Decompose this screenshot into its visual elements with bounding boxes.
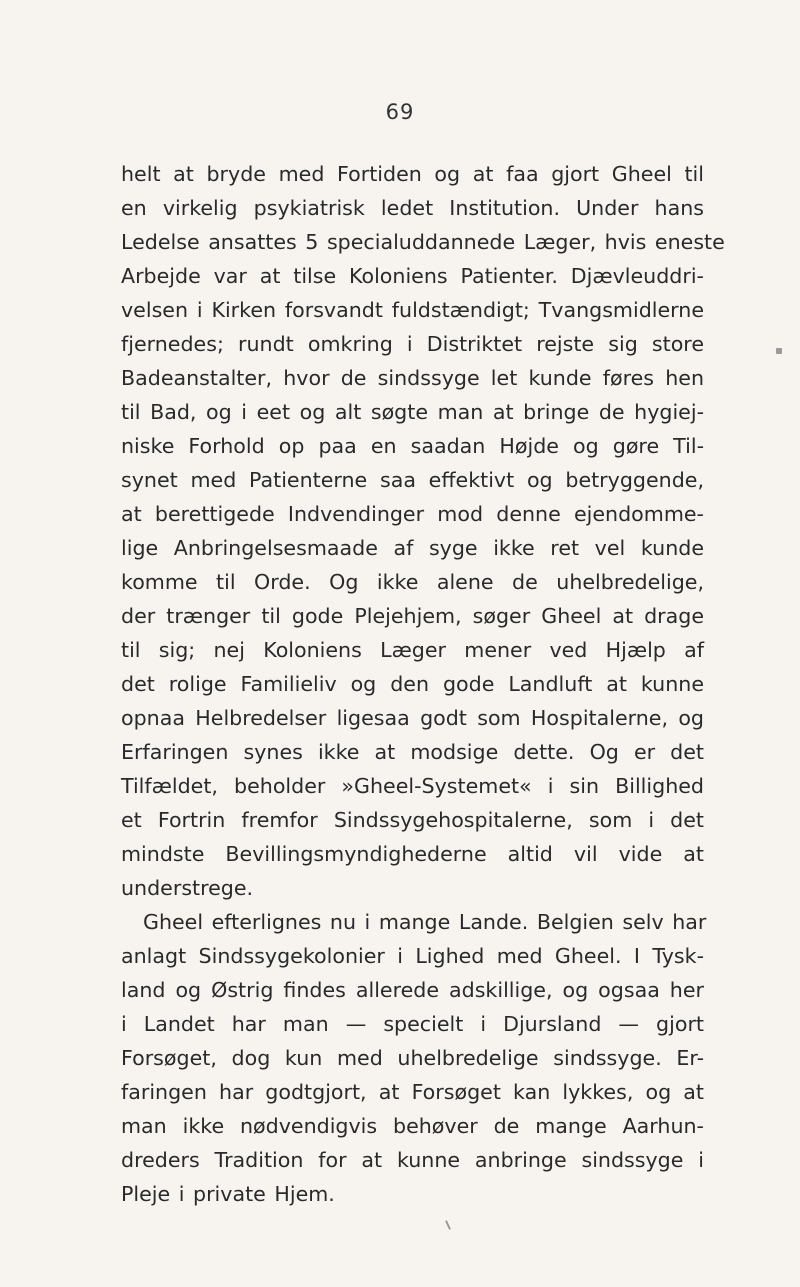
- paper-speck: [776, 348, 782, 354]
- page-number: 69: [385, 100, 415, 124]
- text-line: til sig; nej Koloniens Læger mener ved Hjælp af: [121, 638, 704, 662]
- text-line: til Bad, og i eet og alt søgte man at bringe de hygiej-: [121, 400, 704, 424]
- text-line: Gheel efterlignes nu i mange Lande. Belgien selv har: [143, 910, 707, 934]
- text-line: at berettigede Indvendinger mod denne ejendomme-: [121, 502, 704, 526]
- text-line: niske Forhold op paa en saadan Højde og gøre Til-: [121, 434, 704, 458]
- text-line: synet med Patienterne saa effektivt og betryggende,: [121, 468, 704, 492]
- text-line: understrege.: [121, 876, 254, 900]
- paper-speck: [445, 1220, 451, 1230]
- text-line: man ikke nødvendigvis behøver de mange Aarhun-: [121, 1114, 704, 1138]
- text-line: anlagt Sindssygekolonier i Lighed med Gheel. I Tysk-: [121, 944, 704, 968]
- text-line: Erfaringen synes ikke at modsige dette. Og er det: [121, 740, 704, 764]
- text-line: en virkelig psykiatrisk ledet Institution. Under hans: [121, 196, 704, 220]
- paragraph-1: [121, 157, 725, 905]
- text-line: komme til Orde. Og ikke alene de uhelbredelige,: [121, 570, 704, 594]
- text-line: opnaa Helbredelser ligesaa godt som Hospitalerne, og: [121, 706, 704, 730]
- text-line: Arbejde var at tilse Koloniens Patienter. Djævleuddri-: [121, 264, 704, 288]
- text-line: der trænger til gode Plejehjem, søger Gheel at drage: [121, 604, 704, 628]
- text-line: helt at bryde med Fortiden og at faa gjort Gheel til: [121, 162, 704, 186]
- text-line: dreders Tradition for at kunne anbringe sindssyge i: [121, 1148, 704, 1172]
- text-line: lige Anbringelsesmaade af syge ikke ret vel kunde: [121, 536, 704, 560]
- text-line: Badeanstalter, hvor de sindssyge let kunde føres hen: [121, 366, 704, 390]
- text-line: mindste Bevillingsmyndighederne altid vil vide at: [121, 842, 704, 866]
- paragraph-2: [121, 905, 707, 1211]
- text-line: Tilfældet, beholder »Gheel-Systemet« i sin Billighed: [121, 774, 704, 798]
- text-line: fjernedes; rundt omkring i Distriktet rejste sig store: [121, 332, 704, 356]
- text-line: i Landet har man — specielt i Djursland — gjort: [121, 1012, 704, 1036]
- text-line: Ledelse ansattes 5 specialuddannede Læger, hvis eneste: [121, 230, 725, 254]
- body-text: [121, 157, 725, 1211]
- text-line: land og Østrig findes allerede adskillige, og ogsaa her: [121, 978, 704, 1002]
- text-line: et Fortrin fremfor Sindssygehospitalerne, som i det: [121, 808, 704, 832]
- text-line: faringen har godtgjort, at Forsøget kan lykkes, og at: [121, 1080, 704, 1104]
- text-line: det rolige Familieliv og den gode Landluft at kunne: [121, 672, 704, 696]
- text-line: velsen i Kirken forsvandt fuldstændigt; Tvangsmidlerne: [121, 298, 704, 322]
- text-line: Forsøget, dog kun med uhelbredelige sindssyge. Er-: [121, 1046, 704, 1070]
- text-line: Pleje i private Hjem.: [121, 1182, 335, 1206]
